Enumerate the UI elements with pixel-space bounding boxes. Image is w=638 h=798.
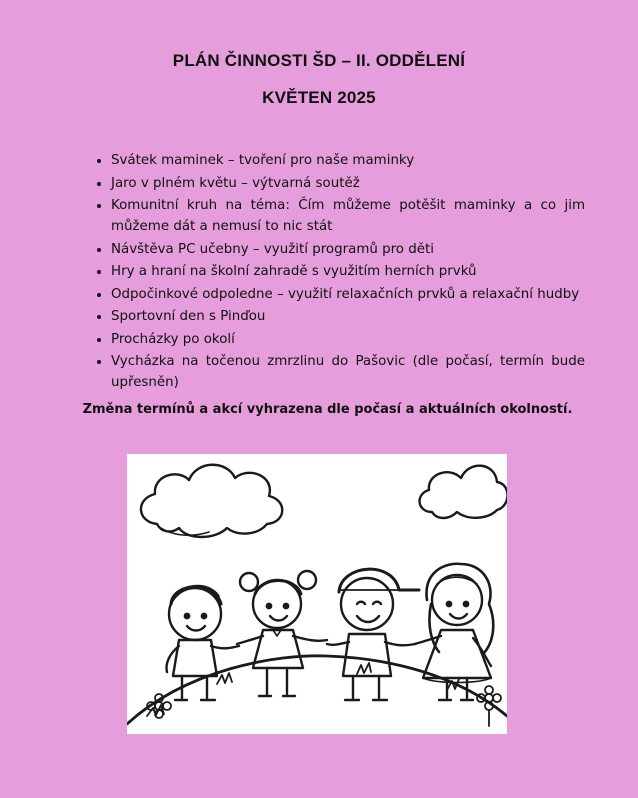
activity-list xyxy=(90,150,585,395)
cloud-icon xyxy=(141,465,282,537)
list-item: • Svátek maminek – tvoření pro naše maminky xyxy=(111,150,585,171)
children-holding-hands-illustration xyxy=(127,454,507,734)
list-item: • Komunitní kruh na téma: Čím můžeme potěšit maminky a co jim můžeme dát a nemusí to nic stát xyxy=(111,195,585,237)
list-item: • Sportovní den s Pinďou xyxy=(111,306,585,327)
disclaimer-note: Změna termínů a akcí vyhrazena dle počasí a aktuálních okolností. xyxy=(82,402,573,417)
list-item: • Jaro v plném květu – výtvarná soutěž xyxy=(111,173,585,194)
flower-icon xyxy=(477,686,501,726)
list-item: • Procházky po okolí xyxy=(111,329,585,350)
list-item: • Vycházka na točenou zmrzlinu do Pašovic (dle počasí, termín bude upřesněn) xyxy=(111,351,585,393)
page-subtitle-month: KVĚTEN 2025 xyxy=(262,88,376,107)
page-title: PLÁN ČINNOSTI ŠD – II. ODDĚLENÍ xyxy=(172,51,466,70)
list-item: • Odpočinkové odpoledne – využití relaxačních prvků a relaxační hudby xyxy=(111,284,585,305)
list-item: • Návštěva PC učebny – využití programů pro děti xyxy=(111,239,585,260)
list-item: • Hry a hraní na školní zahradě s využitím herních prvků xyxy=(111,261,585,282)
cloud-icon xyxy=(420,466,507,518)
